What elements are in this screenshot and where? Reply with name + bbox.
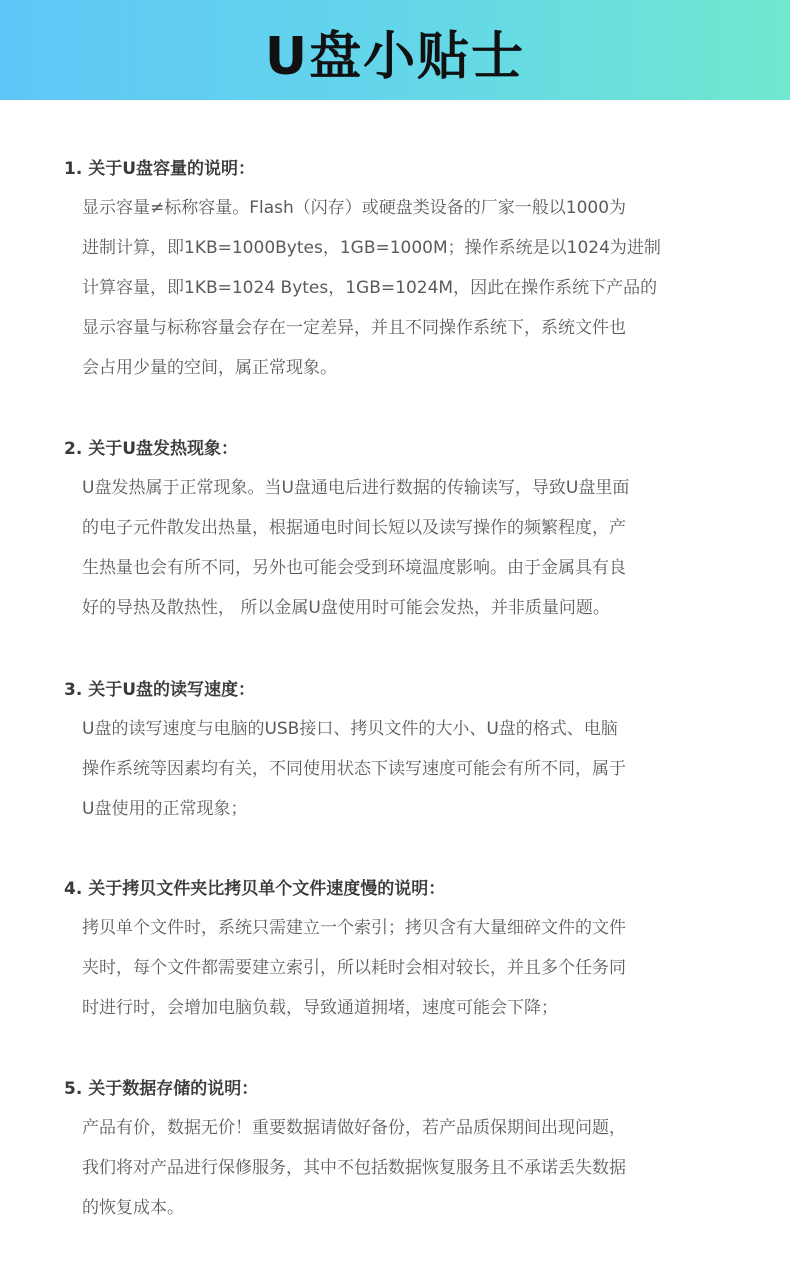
tip-heading: 3. 关于U盘的读写速度： bbox=[64, 680, 256, 700]
tip-body bbox=[82, 468, 730, 628]
page-title: U盘小贴士 bbox=[264, 26, 526, 87]
tip-line: 拷贝单个文件时，系统只需建立一个索引；拷贝含有大量细碎文件的文件 bbox=[82, 918, 626, 938]
tip-line: 会占用少量的空间，属正常现象。 bbox=[82, 358, 337, 378]
tip-line: 显示容量≠标称容量。Flash（闪存）或硬盘类设备的厂家一般以1000为 bbox=[82, 198, 627, 218]
tip-section-speed bbox=[64, 678, 744, 829]
tip-body bbox=[82, 709, 730, 829]
tip-section-folder-copy bbox=[64, 877, 744, 1028]
title-banner bbox=[0, 0, 790, 100]
tip-body bbox=[82, 188, 730, 388]
tip-section-capacity bbox=[64, 157, 744, 388]
tip-line: 好的导热及散热性， 所以金属U盘使用时可能会发热，并非质量问题。 bbox=[82, 598, 610, 618]
tip-heading: 4. 关于拷贝文件夹比拷贝单个文件速度慢的说明： bbox=[64, 879, 446, 899]
tip-line: U盘发热属于正常现象。当U盘通电后进行数据的传输读写，导致U盘里面 bbox=[82, 478, 630, 498]
tip-line: 时进行时，会增加电脑负载，导致通道拥堵，速度可能会下降； bbox=[82, 998, 558, 1018]
tip-line: U盘的读写速度与电脑的USB接口、拷贝文件的大小、U盘的格式、电脑 bbox=[82, 719, 618, 739]
tip-line: 的恢复成本。 bbox=[82, 1198, 184, 1218]
tip-heading: 5. 关于数据存储的说明： bbox=[64, 1079, 259, 1099]
tip-section-data-storage bbox=[64, 1077, 744, 1228]
tip-heading: 1. 关于U盘容量的说明： bbox=[64, 159, 256, 179]
tip-body bbox=[82, 1108, 730, 1228]
tip-section-heating bbox=[64, 437, 744, 628]
tip-body bbox=[82, 908, 730, 1028]
tip-line: 生热量也会有所不同，另外也可能会受到环境温度影响。由于金属具有良 bbox=[82, 558, 626, 578]
tip-line: 我们将对产品进行保修服务，其中不包括数据恢复服务且不承诺丢失数据 bbox=[82, 1158, 626, 1178]
tip-line: 显示容量与标称容量会存在一定差异，并且不同操作系统下，系统文件也 bbox=[82, 318, 626, 338]
tip-line: 夹时，每个文件都需要建立索引，所以耗时会相对较长，并且多个任务同 bbox=[82, 958, 626, 978]
tip-heading: 2. 关于U盘发热现象： bbox=[64, 439, 239, 459]
tip-line: 的电子元件散发出热量，根据通电时间长短以及读写操作的频繁程度，产 bbox=[82, 518, 626, 538]
tip-line: U盘使用的正常现象； bbox=[82, 799, 248, 819]
tip-line: 操作系统等因素均有关，不同使用状态下读写速度可能会有所不同，属于 bbox=[82, 759, 626, 779]
tip-line: 计算容量，即1KB=1024 Bytes，1GB=1024M，因此在操作系统下产品的 bbox=[82, 278, 658, 298]
tip-line: 进制计算，即1KB=1000Bytes，1GB=1000M；操作系统是以1024为进制 bbox=[82, 238, 661, 258]
tip-line: 产品有价，数据无价！重要数据请做好备份，若产品质保期间出现问题， bbox=[82, 1118, 626, 1138]
